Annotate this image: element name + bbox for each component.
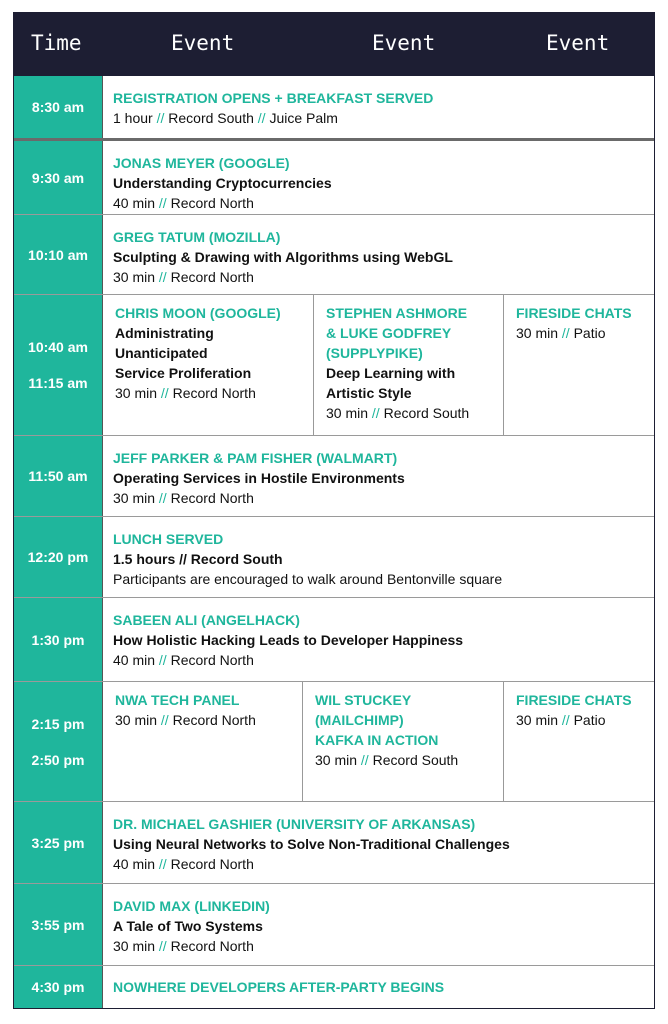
event-title: WIL STUCKEY (MAILCHIMP) KAFKA IN ACTION — [315, 692, 439, 748]
event-talk: How Holistic Hacking Leads to Developer Happiness — [113, 632, 464, 648]
time-cell: 8:30 am — [14, 76, 102, 138]
event-details: 1 hour // Record South // Juice Palm — [113, 110, 338, 126]
time-cell: 11:50 am — [14, 436, 102, 516]
event-details: 30 min // Patio — [516, 712, 606, 728]
time-cell: 1:30 pm — [14, 598, 102, 681]
event-details: 30 min // Record North — [115, 712, 256, 728]
schedule-row — [14, 435, 654, 516]
event-title: FIRESIDE CHATS — [516, 305, 632, 321]
event-cell — [504, 295, 654, 435]
schedule-row — [14, 681, 654, 801]
schedule-header — [14, 13, 654, 75]
time-cell: 3:55 pm — [14, 884, 102, 965]
event-title: CHRIS MOON (GOOGLE) — [115, 305, 281, 321]
event-cell — [103, 682, 303, 801]
event-cell — [303, 682, 504, 801]
event-title: LUNCH SERVED — [113, 531, 224, 547]
event-talk: Deep Learning with Artistic Style — [326, 365, 456, 401]
concurrent-events — [102, 295, 654, 435]
event-cell — [102, 517, 654, 597]
event-title: DR. MICHAEL GASHIER (UNIVERSITY OF ARKANSAS) — [113, 816, 476, 832]
time-cell: 10:10 am — [14, 215, 102, 294]
event-cell — [102, 884, 654, 965]
event-talk: Administrating Unanticipated Service Proliferation — [115, 325, 252, 381]
event-talk: 1.5 hours // Record South — [113, 551, 283, 567]
event-talk: Using Neural Networks to Solve Non-Traditional Challenges — [113, 836, 510, 852]
event-details: 30 min // Record North — [113, 490, 254, 506]
event-title: NOWHERE DEVELOPERS AFTER-PARTY BEGINS — [113, 979, 445, 995]
schedule-row — [14, 294, 654, 435]
time-cell: 12:20 pm — [14, 517, 102, 597]
schedule-row — [14, 516, 654, 597]
schedule-row — [14, 75, 654, 138]
event-talk: Understanding Cryptocurrencies — [113, 175, 332, 191]
header-event-1: Event — [171, 31, 235, 55]
event-details: 40 min // Record North — [113, 652, 254, 668]
event-title: STEPHEN ASHMORE & LUKE GODFREY (SUPPLYPIKE) — [326, 305, 468, 361]
event-cell — [102, 966, 654, 1008]
event-title: JONAS MEYER (GOOGLE) — [113, 155, 290, 171]
event-title: JEFF PARKER & PAM FISHER (WALMART) — [113, 450, 398, 466]
schedule-row — [14, 597, 654, 681]
header-event-3: Event — [546, 31, 610, 55]
header-event-2: Event — [372, 31, 436, 55]
event-talk: Sculpting & Drawing with Algorithms using WebGL — [113, 249, 453, 265]
schedule-row — [14, 214, 654, 294]
event-details: 40 min // Record North — [113, 856, 254, 872]
event-cell — [504, 682, 654, 801]
event-title: NWA TECH PANEL — [115, 692, 240, 708]
time-cell: 2:15 pm 2:50 pm — [14, 682, 102, 801]
event-cell — [102, 598, 654, 681]
event-cell — [102, 215, 654, 294]
schedule-row — [14, 801, 654, 883]
event-details: 30 min // Record North — [113, 269, 254, 285]
concurrent-events — [102, 682, 654, 801]
event-cell — [103, 295, 314, 435]
time-cell: 10:40 am 11:15 am — [14, 295, 102, 435]
event-title: REGISTRATION OPENS + BREAKFAST SERVED — [113, 90, 434, 106]
event-details: 30 min // Record South — [315, 752, 459, 768]
event-cell — [102, 141, 654, 214]
event-title: FIRESIDE CHATS — [516, 692, 632, 708]
event-title: DAVID MAX (LINKEDIN) — [113, 898, 270, 914]
header-time: Time — [31, 31, 82, 55]
event-talk: A Tale of Two Systems — [113, 918, 263, 934]
event-cell — [102, 436, 654, 516]
event-details: 40 min // Record North — [113, 195, 254, 211]
event-cell — [102, 802, 654, 883]
event-note: Participants are encouraged to walk around Bentonville square — [113, 571, 503, 587]
event-details: 30 min // Record North — [115, 385, 256, 401]
time-cell: 4:30 pm — [14, 966, 102, 1008]
event-title: SABEEN ALI (ANGELHACK) — [113, 612, 300, 628]
event-details: 30 min // Patio — [516, 325, 606, 341]
schedule-table — [13, 12, 655, 1009]
event-cell — [314, 295, 504, 435]
time-cell: 3:25 pm — [14, 802, 102, 883]
event-talk: Operating Services in Hostile Environments — [113, 470, 405, 486]
time-cell: 9:30 am — [14, 141, 102, 214]
event-details: 30 min // Record North — [113, 938, 254, 954]
schedule-row — [14, 965, 654, 1008]
event-title: GREG TATUM (MOZILLA) — [113, 229, 281, 245]
schedule-row — [14, 883, 654, 965]
event-details: 30 min // Record South — [326, 405, 470, 421]
schedule-row — [14, 138, 654, 214]
event-cell — [102, 76, 654, 138]
